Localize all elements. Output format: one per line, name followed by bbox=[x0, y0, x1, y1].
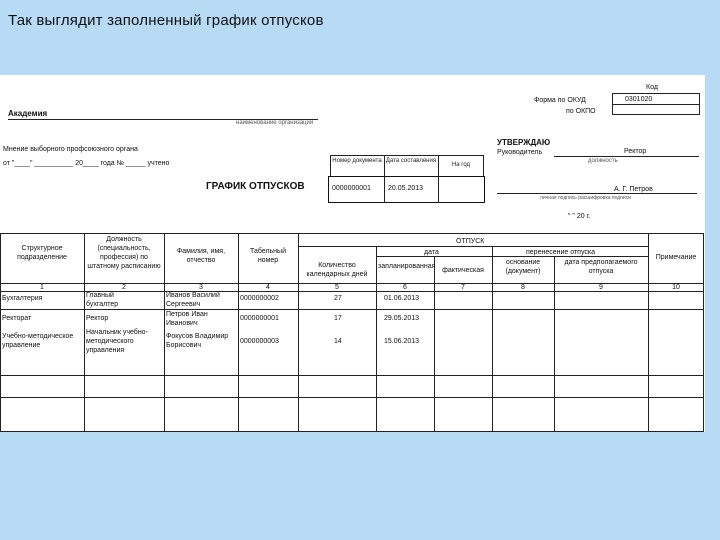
column-number: 2 bbox=[122, 284, 126, 291]
group-transfer: перенесение отпуска bbox=[526, 249, 596, 256]
header-position: Должность (специальность, профессия) по штатному расписанию bbox=[87, 236, 161, 270]
approve-title: УТВЕРЖДАЮ bbox=[497, 138, 551, 147]
okud-label: Форма по ОКУД bbox=[534, 97, 586, 104]
header-dept: Структурное подразделение bbox=[17, 245, 67, 261]
cell-dept: Ректорат bbox=[2, 315, 32, 322]
doc-date: 20.05.2013 bbox=[388, 185, 424, 192]
cell-name: Иванов Василий Сергеевич bbox=[166, 292, 220, 308]
header-days: Количество календарных дней bbox=[306, 262, 368, 278]
cell-position: Ректор bbox=[86, 315, 109, 322]
manager-position: Ректор bbox=[624, 148, 647, 155]
manager-label: Руководитель bbox=[497, 149, 543, 156]
cell-position: Начальник учебно-методического управления bbox=[86, 329, 148, 354]
doc-title: ГРАФИК ОТПУСКОВ bbox=[206, 181, 305, 192]
okud-value: 0301020 bbox=[625, 96, 653, 103]
cell-days: 14 bbox=[334, 338, 342, 345]
header-proposed-date: дата предполагаемого отпуска bbox=[564, 259, 638, 275]
header-name: Фамилия, имя, отчество bbox=[176, 248, 226, 264]
group-vacation: ОТПУСК bbox=[456, 238, 485, 245]
date-line: " " 20 г. bbox=[568, 213, 591, 220]
header-tab: Табельный номер bbox=[250, 248, 286, 264]
doc-number-header: Номер документа bbox=[332, 158, 382, 164]
signature-name: А. Г. Петров bbox=[614, 186, 653, 193]
column-number: 4 bbox=[266, 284, 270, 291]
header-actual: фактическая bbox=[442, 267, 484, 274]
cell-days: 17 bbox=[334, 315, 342, 322]
group-date: дата bbox=[424, 249, 439, 256]
column-number: 3 bbox=[199, 284, 203, 291]
position-caption: должность bbox=[588, 158, 618, 164]
cell-planned: 01.06.2013 bbox=[384, 295, 420, 302]
okpo-label: по ОКПО bbox=[566, 108, 596, 115]
cell-tab: 0000000001 bbox=[240, 315, 279, 322]
union-date-line: от "____" __________ 20____ года № _____ учтено bbox=[3, 160, 170, 167]
slide-title: Так выглядит заполненный график отпусков bbox=[8, 12, 324, 29]
cell-position: Главный бухгалтер bbox=[86, 292, 119, 308]
cell-tab: 0000000003 bbox=[240, 338, 279, 345]
cell-tab: 0000000002 bbox=[240, 295, 279, 302]
column-number: 6 bbox=[403, 284, 407, 291]
cell-planned: 15.06.2013 bbox=[384, 338, 420, 345]
cell-planned: 29.05.2013 bbox=[384, 315, 420, 322]
header-planned: запланированная bbox=[378, 263, 436, 270]
column-number: 7 bbox=[461, 284, 465, 291]
signature-caption: личная подпись расшифровка подписи bbox=[540, 195, 631, 201]
vacation-schedule-document bbox=[0, 75, 705, 432]
doc-date-header: Дата составления bbox=[385, 158, 437, 164]
cell-dept: Бухгалтерия bbox=[2, 295, 43, 302]
cell-dept: Учебно-методическое управление bbox=[2, 333, 74, 349]
year-header: На год bbox=[451, 162, 471, 168]
code-header: Код bbox=[646, 84, 658, 91]
cell-days: 27 bbox=[334, 295, 342, 302]
doc-number: 0000000001 bbox=[332, 185, 371, 192]
org-name: Академия bbox=[8, 109, 48, 118]
header-basis: основание (документ) bbox=[505, 259, 541, 275]
column-number: 10 bbox=[672, 284, 680, 291]
slide-background-strip bbox=[0, 432, 720, 540]
cell-name: Фокусов Владимир Борисович bbox=[166, 333, 229, 349]
column-number: 5 bbox=[335, 284, 339, 291]
org-caption: наименование организации bbox=[236, 120, 314, 126]
column-number: 9 bbox=[599, 284, 603, 291]
union-opinion: Мнение выборного профсоюзного органа bbox=[3, 146, 138, 153]
column-number: 1 bbox=[40, 284, 44, 291]
cell-name: Петров Иван Иванович bbox=[166, 311, 208, 327]
header-note: Примечание bbox=[655, 254, 697, 261]
column-number: 8 bbox=[521, 284, 525, 291]
